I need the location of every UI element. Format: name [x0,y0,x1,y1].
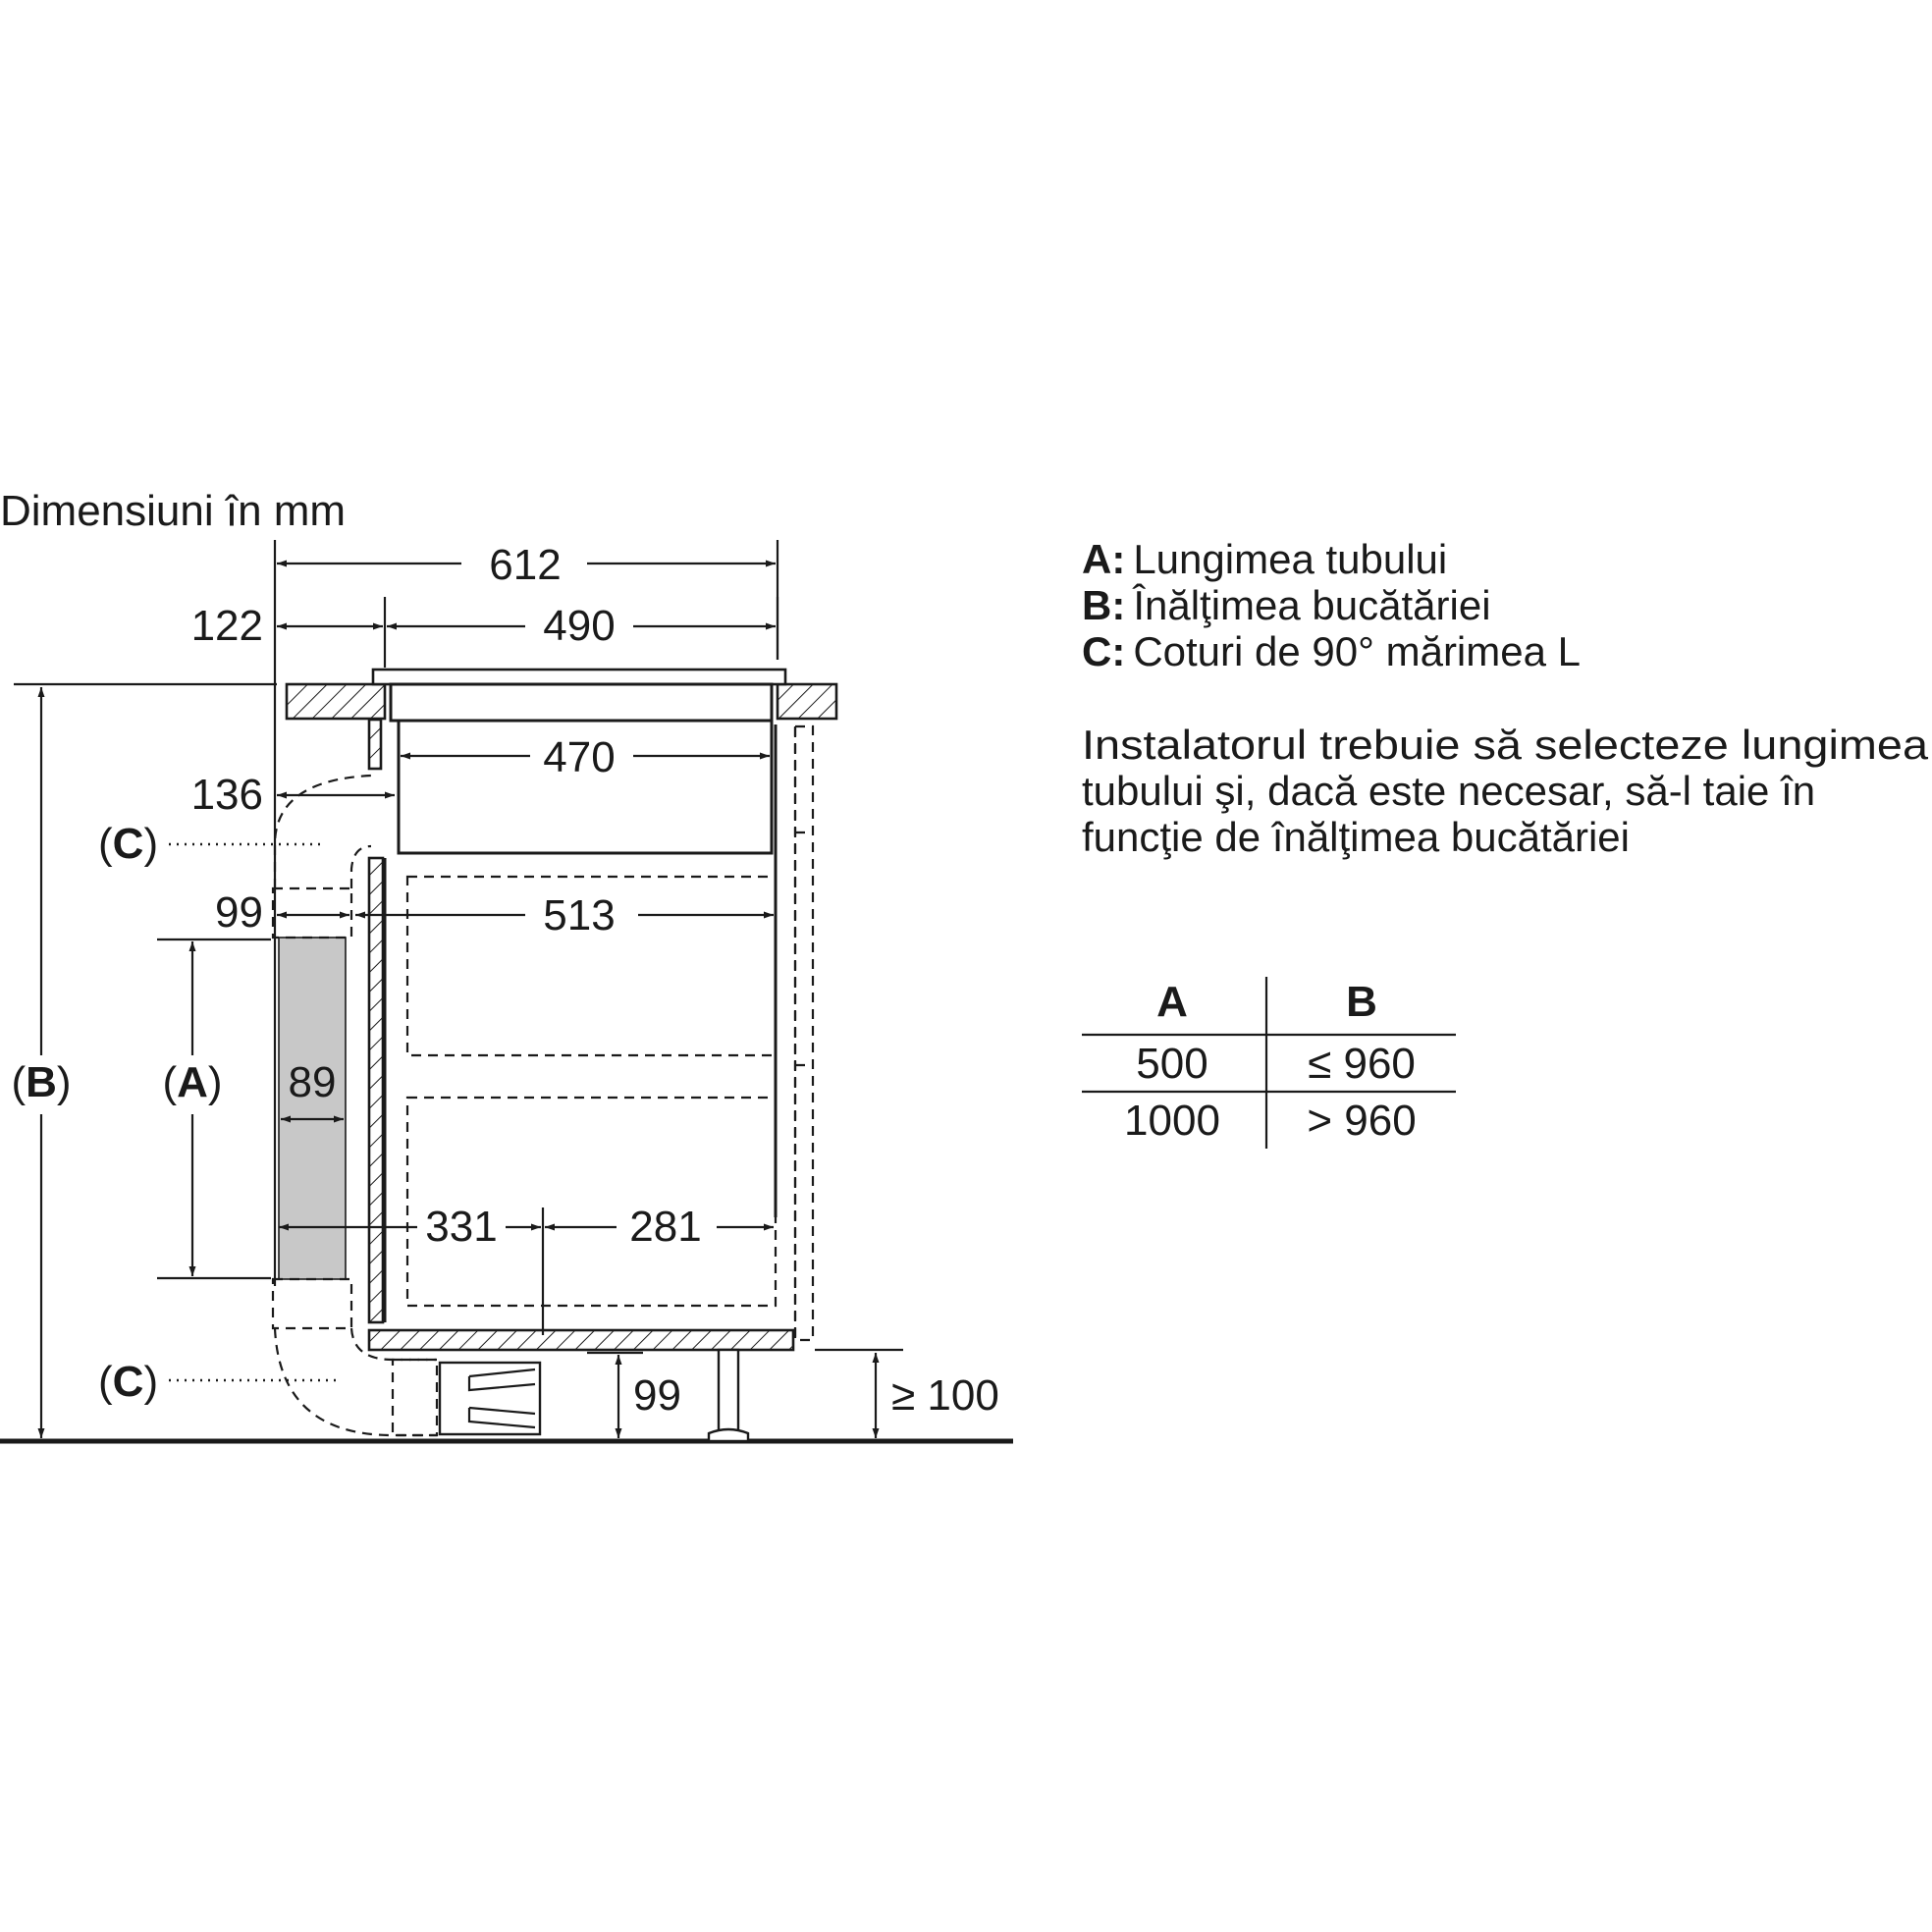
table-cell-r2-a: 1000 [1124,1097,1220,1145]
side-panel [369,858,383,1322]
legend-item-c: C: Coturi de 90° mărimea L [1082,628,1581,674]
table-cell-r2-b: > 960 [1307,1097,1417,1145]
ref-c-top: (C) [98,820,159,868]
dim-min-gap: ≥ 100 [891,1371,999,1420]
cabinet-leg [719,1350,738,1430]
dim-470: 470 [543,733,616,781]
dim-89: 89 [288,1058,337,1106]
note-line-1: Instalatorul trebuie să selecteze lungimea [1082,722,1929,768]
hob-glass [373,670,785,684]
duct-upper-dashed [273,888,351,938]
dim-136: 136 [190,771,263,819]
ref-b: (B) [11,1058,72,1106]
ref-c-bottom: (C) [98,1358,159,1406]
dim-281: 281 [629,1203,702,1251]
leg-foot [709,1429,748,1441]
elbow-top [275,776,371,888]
outlet-dashed [393,1360,437,1435]
side-strip [795,726,813,1340]
countertop-right [778,684,836,719]
selection-table [1082,977,1456,1149]
table-header-b: B [1346,978,1377,1026]
drawer-bottom [407,1098,776,1306]
dim-490: 490 [543,602,616,650]
legend [1082,536,1929,860]
dim-331: 331 [425,1203,498,1251]
ref-a: (A) [162,1058,223,1106]
side-panel-top [369,720,381,769]
legend-item-a: A: Lungimea tubului [1082,536,1448,582]
bottom-shelf [369,1330,793,1350]
table-header-a: A [1156,978,1188,1026]
hob-frame [391,684,772,721]
legend-item-b: B: Înălţimea bucătăriei [1082,582,1491,628]
dim-122: 122 [190,602,263,650]
dim-99-plinth: 99 [633,1371,681,1420]
note-line-3: funcţie de înălţimea bucătăriei [1082,814,1630,860]
dim-513: 513 [543,891,616,939]
countertop-left [287,684,385,719]
table-cell-r1-b: ≤ 960 [1308,1040,1416,1088]
dim-612: 612 [489,541,562,589]
caption: Dimensiuni în mm [0,487,347,535]
duct-lower-dashed [273,1279,351,1328]
note-line-2: tubului şi, dacă este necesar, să-l taie în [1082,768,1816,814]
table-cell-r1-a: 500 [1136,1040,1208,1088]
dim-99-duct: 99 [215,888,263,937]
